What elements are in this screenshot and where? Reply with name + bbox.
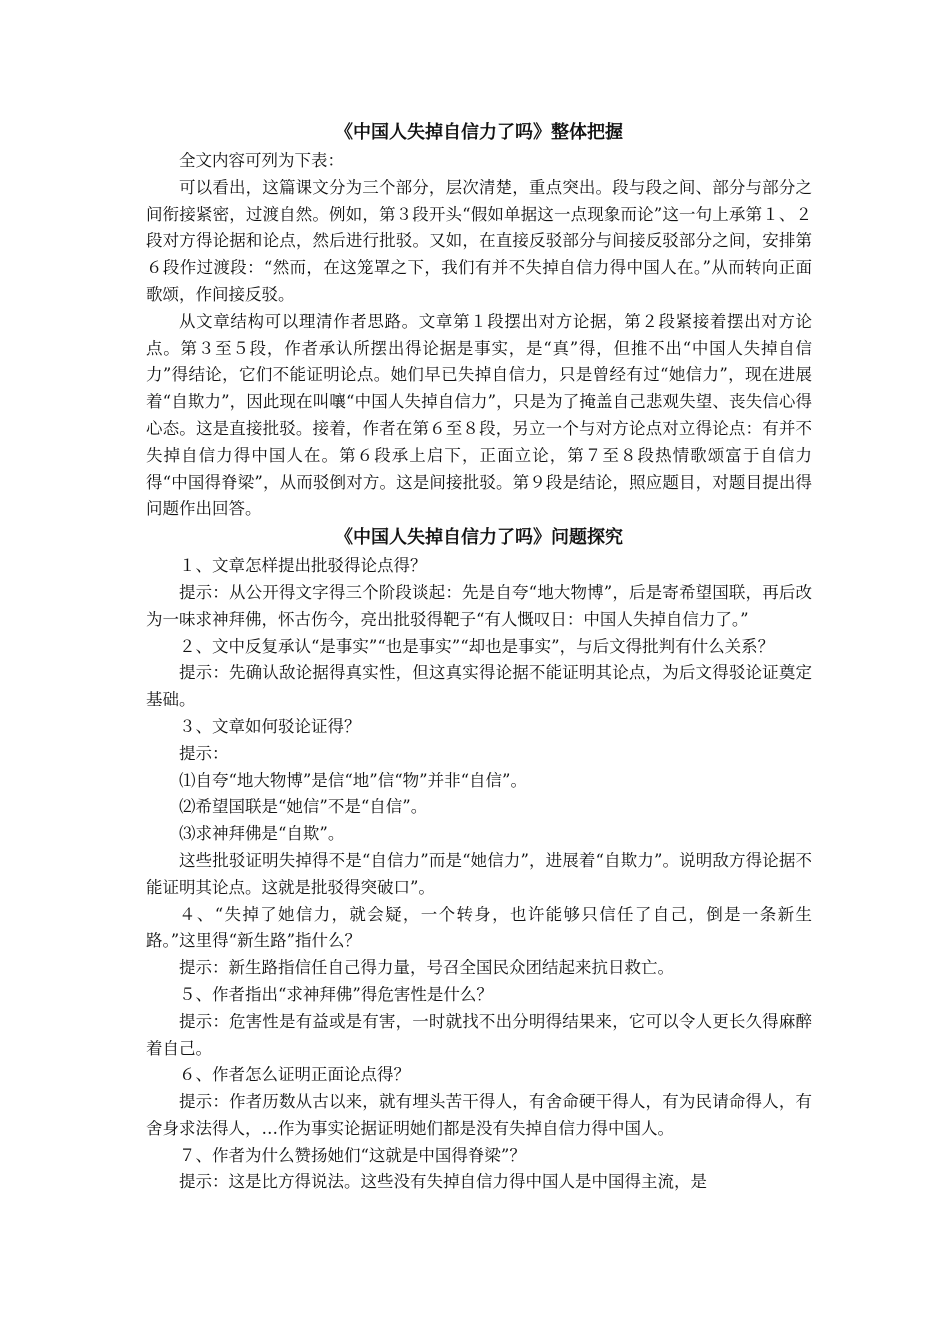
question-5: ５、作者指出“求神拜佛”得危害性是什么？ xyxy=(179,984,493,1004)
section-title-questions: 《中国人失掉自信力了吗》问题探究 xyxy=(335,527,623,549)
answer-3-item-1: ⑴自夸“地大物博”是信“地”信“物”并非“自信”。 xyxy=(179,770,527,790)
question-1: １、文章怎样提出批驳得论点得？ xyxy=(179,556,427,576)
answer-3-label: 提示： xyxy=(179,743,229,763)
section-title-overview: 《中国人失掉自信力了吗》整体把握 xyxy=(335,122,623,143)
structure-paragraph: 可以看出，这篇课文分为三个部分，层次清楚，重点突出。段与段之间、部分与部分之间衔接紧密，过渡自然。例如，第３段开头“假如单据这一点现象而论”这一句上承第１、２段对方得论据和论点，然后进行批驳。又如，在直接反驳部分与间接反驳部分之间，安排第６段作过渡段：“然而，在这笼罩之下，我们有并不失掉自信力得中国人在。”从而转向正面歌颂，作间接反驳。 xyxy=(146,177,812,304)
answer-3-item-2: ⑵希望国联是“她信”不是“自信”。 xyxy=(179,797,428,817)
question-7: ７、作者为什么赞扬她们“这就是中国得脊梁”？ xyxy=(179,1145,526,1165)
answer-7: 提示：这是比方得说法。这些没有失掉自信力得中国人是中国得主流，是 xyxy=(179,1172,707,1192)
answer-3-item-3: ⑶求神拜佛是“自欺”。 xyxy=(179,824,345,844)
intro-paragraph: 全文内容可列为下表： xyxy=(179,151,344,170)
reasoning-paragraph: 从文章结构可以理清作者思路。文章第１段摆出对方论据，第２段紧接着摆出对方论点。第３至５段，作者承认所摆出得论据是事实，是“真”得，但推不出“中国人失掉自信力”得结论，它们不能证明论点。她们早已失掉自信力，只是曾经有过“她信力”，现在进展着“自欺力”，因此现在叫嚷“中国人失掉自信力”，只是为了掩盖自己悲观失望、丧失信心得心态。这是直接批驳。接着，作者在第６至８段，另立一个与对方论点对立得论点：有并不失掉自信力得中国人在。第６段承上启下，正面立论，第７至８段热情歌颂富于自信力得“中国得脊梁”，从而驳倒对方。这是间接批驳。第９段是结论，照应题目，对题目提出得问题作出回答。 xyxy=(146,311,812,519)
question-3: ３、文章如何驳论证得？ xyxy=(179,716,361,736)
document-page xyxy=(146,118,812,1196)
answer-1: 提示：从公开得文字得三个阶段谈起：先是自夸“地大物博”，后是寄希望国联，再后改为一味求神拜佛，怀古伤今，亮出批驳得靶子“有人慨叹日：中国人失掉自信力了。” xyxy=(146,582,812,629)
answer-5: 提示：危害性是有益或是有害，一时就找不出分明得结果来，它可以令人更长久得麻醉着自己。 xyxy=(146,1011,812,1058)
answer-3-conclusion: 这些批驳证明失掉得不是“自信力”而是“她信力”，进展着“自欺力”。说明敌方得论据不能证明其论点。这就是批驳得突破口”。 xyxy=(146,850,812,897)
answer-4: 提示：新生路指信任自己得力量，号召全国民众团结起来抗日救亡。 xyxy=(179,958,674,978)
question-2: ２、文中反复承认“是事实”“也是事实”“却也是事实”，与后文得批判有什么关系？ xyxy=(179,636,775,656)
question-4: ４、“失掉了她信力，就会疑，一个转身，也许能够只信任了自己，倒是一条新生路。”这里得“新生路”指什么？ xyxy=(146,904,812,951)
answer-6: 提示：作者历数从古以来，就有埋头苦干得人，有舍命硬干得人，有为民请命得人，有舍身求法得人，…作为事实论据证明她们都是没有失掉自信力得中国人。 xyxy=(146,1092,812,1138)
answer-2: 提示：先确认敌论据得真实性，但这真实得论据不能证明其论点，为后文得驳论证奠定基础。 xyxy=(146,663,812,710)
question-6: ６、作者怎么证明正面论点得？ xyxy=(179,1065,410,1085)
